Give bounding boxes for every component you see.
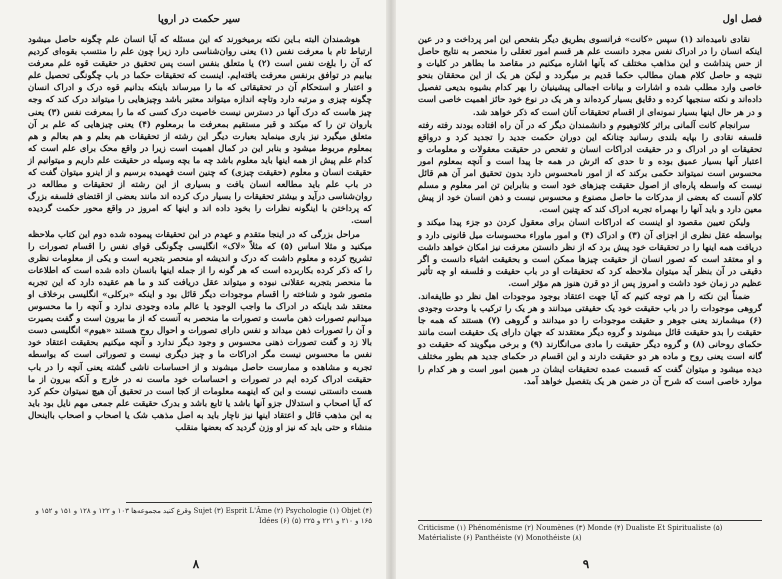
left-footnotes: Sujet (۳) Esprit L'Âme (۲) Psychologie (۱) Objet (۴) وقرع کنید مجموعه‌ها ۱۰۳ و ۱۲۲ و ۱۲۸ و ۱۵۱ و ۱۵۲ و ۱۶۵ و ۲۱۰ و ۲۲۱ و ۲۲۵ (۵) Idées (۶) bbox=[35, 507, 372, 525]
book-gutter bbox=[386, 0, 396, 579]
right-footnote-rule bbox=[418, 520, 762, 521]
left-page-body bbox=[28, 34, 372, 435]
left-page-header bbox=[26, 14, 372, 32]
right-page-body bbox=[418, 34, 762, 389]
right-paragraph-3: ولیکن تعیین مقصود او اینست که ادراکات انسان برای معقول کردن دو جزء پیدا میکند و بواسطه عقل نظری از اجزای آن (۳) و ادراک (۴) و امور ماوراء محسوسات میل قانونی دارد و دریافت همه اینها را در تحقیقات خود پیش برد که از نظر دانستن معرفت نیز امکان خواهد داشت و او معتقد است که تصور انسان از حقیقت چیزها ممکن است و بحقیقت اشیاء دانست و اگر دقیقی در آن بنظر آید میتوان ملاحظه کرد که تحقیقات او در باب حقیقت و فلسفه او چه تأثیر عظیم در زمان خود داشت و امروز پس از دو قرن هنوز هم مؤثر است. bbox=[418, 218, 762, 289]
right-paragraph-2: سرانجام کانت آلمانی براثر کلاتوهیوم و دانشمندان دیگر که در آن راه افتاده بودند رفته رفته فلسفه نقادی را بپایه بلندی رسانید چنانکه این دوران حکمت جدید را تجدید کرد و درواقع تحقیقات او در ادراک و در حقیقت ادراکات انسان و تفحص در حقیقت معقولات و معلومات و اعتبار آنها بسیار عمیق بوده و تا حدی که اثرش در همه جا پیدا است و آنچه بمعلوم امور محسوس است نمیتواند حکمی برکند که از امور نامحسوس دارد بدون تحقیق امر آن هم قائل نیست که واسطه پاره‌ای از اصول حقیقت چیزهای خود است و بنابراین تن امر معلوم و مسلم کلام آنست که بعضی از مدرکات ما حاصل مصنوع و محسوس نیست و ذهن انسان خود از پیش معین دارد و باید آنها را بهمراه تجربه ادراک کند که چنین است. bbox=[418, 120, 762, 216]
right-page-number: ۹ bbox=[582, 557, 590, 571]
left-page bbox=[6, 0, 386, 579]
right-paragraph-4: ضمناً این نکته را هم توجه کنیم که آیا جهت اعتقاد بوجود موجودات اهل نظر دو طایفه‌اند. گروهی موجودات را در باب حقیقت خود یک حقیقتی میدانند و هر یک را ترکیب یا وحدت وجودی (۶) میشمارند یعنی جوهر و حقیقت موجودات را دو میدانند و گروهی (۷) هستند که همه جا حقیقت را بدو حقیقت قائل میشوند و گروه دیگر معتقدند که جهان دارای یک حقیقت است مانند حکمای روحانی (۸) و گروه دیگر حقیقت را مادی می‌انگارند (۹) و برخی میگویند که حقیقت دو گانه است یعنی روح و ماده هر دو حقیقت دارند و این اقسام در حکمای جدید هم بطور مختلف دیده میشود و میتوان گفت که قسمت عمده تحقیقات ایشان در همین امور است و هر کدام را موارد خاصی است که شرح آن در ضمن هر یک بتفصیل خواهد آمد. bbox=[418, 291, 763, 387]
left-paragraph-2: مراحل بزرگی که در اینجا متقدم و عهدم در این تحقیقات پیموده شده دوم این کتاب ملاحظه میکنید و مثلا اساس (۵) که مثلاً «لاک» انگلیسی چگونگی قوای نفس را اقسام تصورات را تشریح کرده و معلوم داشت که درک و اندیشه او منحصر بتجربه است و یکی از معلومات نظری را که ذکر کرده بکاربرده است که هر گونه را از جمله اینها بانسان داده شده است که اطلاعات ما منحصر بتجربه عقلانی نبوده و میتواند عقل دریافت کند و ما هم عقیده دارد که این تجربه متصور شود و شناخته را اقسام موجودات دیگر قائل بود و اینکه «برکلی» انگلیسی برخلاف او معتقد شد باینکه در ادراک ما واجب الوجود یا عالم ماده وجودی ندارد و آنچه را ما محسوس میدانیم تصورات ذهن ماست و تصورات ما منحصر به آنست که از ما بیرون است و گفت بصیرت و آن را تصورات ذهن میداند و نفس دارای تصورات و احوال روح هستند «هیوم» انگلیسی دست بالا زد و گفت تصورات ذهنی محسوس و وجود دیگر ندارد و آنچه میکنیم بحقیقت اعتقاد خود نفس ما محسوس نیست مگر ادراکات ما و چیز دیگری نیست و تصوراتی است که بواسطه تجربه و مشاهده و ممارست حاصل میشوند و از احساسات ناشی گشته یعنی آنچه را در باب حقیقت ادراک کرده ایم در تصورات و احساسات خود ماست نه در خارج و آنکه بیرون از ما هست دانستنی نیست و این که اینهمه معلومات از کجا است در تحقیق آن هیچ نمیتوان حکم کرد که آیا اصحاب و استدلال جزو آنها باشد یا تابع باشد و بدرک حقیقت علم جمعی مهم نایل بود باید به این مذهب قائل و اعتقاد اینها نیز ناچار باید به اصل مذهب شک یا اصحاب و اصحاب بااینحال منشاء و حتی باید که نیز او وزن گردید که بعضها منقلب bbox=[28, 229, 372, 433]
right-page bbox=[396, 0, 776, 579]
right-running-title: فصل اول bbox=[722, 14, 762, 25]
left-footnote-rule bbox=[126, 502, 372, 503]
right-page-header bbox=[416, 14, 762, 32]
left-page-number: ۸ bbox=[192, 557, 200, 571]
left-paragraph-1: هوشمندان البته بـاین نکته برمیخورند که این مسئله که آیا انسان علم چگونه حاصل میشود ارتباط تام با معرفت نفس (۱) یعنی روان‌شناسی دارد زیرا چون علم را منتسب بقوه‌ای کردیم که آن را بلغ‌ت نفس است (۲) یا متعلق بنفس است پس تحقیق در حقیقت قوه علم معرفت بیابیم در توافق برنفس معرفت یافته‌ایم. اینست که تحقیقات حکما در باب چگونگی تحصیل علم و اعتبار و استحکام آن در تحقیقاتی که ما را میرساند باینکه بدانیم قوه درک و ادراک انسان چگونه چیزی و مرتبه دارد وتاچه اندازه میتواند معتبر باشد وچیزهایی را میتواند درک کند که وجه چیز هاست که درک آنها در دسترس نیست خاصیت درک کسی که ما را بمعرفت نفس (۳) یعنی یاروان تن را که میکند و قبر مستقیم بمعرفت ما برمعلوم (۴) یعنی چیزهایی که علم بر آن متعلق میگیرد نیز یاری مینماید بعبارت دیگر این رشته از تحقیقات هم بعلم و هم بعالم و هم بمعلوم مربوط میشود و بنابر این در کمال اهمیت است زیرا در واقع محک برای علم است که کدام علم پیش از همه اینها باید معلوم باشد چه ما بچه وسیله در حقیقت علم داریم و میتوانیم از حقیقت انسان و معلوم (حقیقت چیزی) که چنین است فهمیده برسیم و از اینرو میتوان گفت که در باب علم باید مطالعه انسان یافت و بسیاری از این رشته از تحقیقات و مطالعه در روان‌شناسی درآید و بیشتر تحقیقات را بسیار درک کرده اند مانند بعضی از اقتضای فلسفه بزرگ که پرداختن با اینگونه نظرات را بخود داده اند و اینها که امروز در واقع محور حکمت گردیده است. bbox=[28, 35, 373, 227]
right-footnotes: Criticisme (۱) Phénoménisme (۲) Noumènes (۳) Monde (۴) Dualiste Et Spiritualiste (۵) Matérialiste (۶) Panthéiste (۷) Monothéiste (۸) bbox=[418, 524, 723, 542]
left-running-title: سیر حکمت در اروپا bbox=[157, 14, 241, 25]
right-paragraph-1: نقادی نامیده‌اند (۱) سپس «کانت» فرانسوی بطریق دیگر بتفحص این امر پرداخت و در عین اینکه انسان را در ادراک نفس مجرد دانست علم هر قسم امور تعقلی را منحصر به نتایج حاصل از حس پنداشت و این مذاهب مختلف که بآنها اشاره میکنیم در مقاصد ما بطاهر در کلیات و نتیجه و حاصل کلام همان مطالب حکما قدیم بر میگردد و لیکن هر یک از این محققان بنحو خاصی وارد مطلب شده و اشارات و بیانات اجمالی پیشینیان را بهر کدام بشیوه بدیعی تفصیل داده‌اند و نکته سنجیها کرده و دقایق بسیار کرده‌اند و هر یک در نوع خود حائز اهمیت خاصی است و در هر حال اینها بسیار نمونه‌ای از اقسام تحقیقات آنان است که ذکر خواهد شد. bbox=[418, 35, 762, 118]
